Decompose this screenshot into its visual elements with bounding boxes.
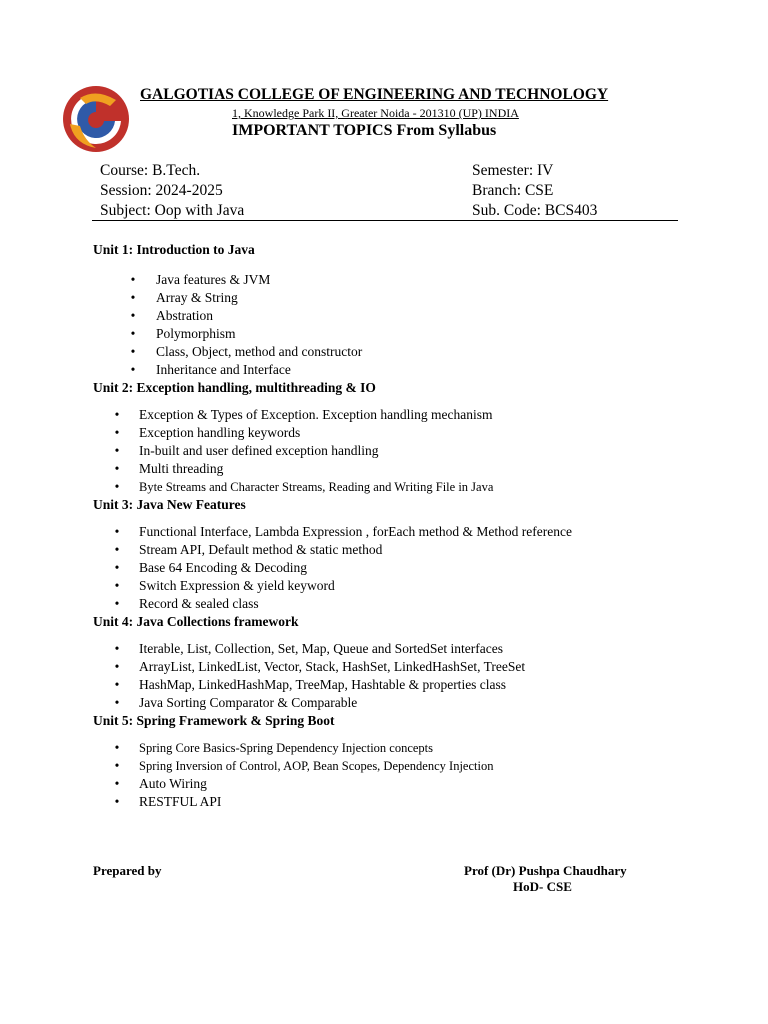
list-item: • Switch Expression & yield keyword: [93, 577, 703, 595]
list-item: • Spring Inversion of Control, AOP, Bean Scopes, Dependency Injection: [93, 757, 703, 775]
syllabus-content: [93, 241, 703, 811]
bullet-icon: •: [114, 677, 120, 692]
list-item: • Multi threading: [93, 460, 703, 478]
bullet-icon: •: [114, 659, 120, 674]
signatory-title: HoD- CSE: [513, 879, 572, 894]
list-item: • Abstration: [93, 307, 703, 325]
list-item: • In-built and user defined exception handling: [93, 442, 703, 460]
sub-code-field: Sub. Code: BCS403: [472, 202, 598, 219]
header-divider: [92, 220, 678, 221]
bullet-icon: •: [114, 695, 120, 710]
unit-3-heading: Unit 3: Java New Features: [93, 497, 246, 512]
bullet-icon: •: [130, 362, 136, 377]
list-item: • ArrayList, LinkedList, Vector, Stack, HashSet, LinkedHashSet, TreeSet: [93, 658, 703, 676]
list-item: • Record & sealed class: [93, 595, 703, 613]
unit-5-heading: Unit 5: Spring Framework & Spring Boot: [93, 713, 335, 728]
unit-2-heading: Unit 2: Exception handling, multithreading & IO: [93, 380, 376, 395]
unit-1-heading: Unit 1: Introduction to Java: [93, 242, 255, 257]
bullet-icon: •: [114, 596, 120, 611]
unit-3-topic-list: [93, 523, 703, 613]
bullet-icon: •: [130, 290, 136, 305]
list-item: • Exception & Types of Exception. Exception handling mechanism: [93, 406, 703, 424]
bullet-icon: •: [130, 344, 136, 359]
unit-4-topic-list: [93, 640, 703, 712]
bullet-icon: •: [114, 776, 120, 791]
list-item: • Inheritance and Interface: [93, 361, 703, 379]
semester-field: Semester: IV: [472, 162, 554, 179]
bullet-icon: •: [130, 326, 136, 341]
college-logo: [60, 84, 132, 154]
list-item: • Java features & JVM: [93, 271, 703, 289]
list-item: • Java Sorting Comparator & Comparable: [93, 694, 703, 712]
bullet-icon: •: [114, 407, 120, 422]
unit-5-topic-list: [93, 739, 703, 811]
college-address: 1, Knowledge Park II, Greater Noida - 201310 (UP) INDIA: [232, 106, 519, 120]
bullet-icon: •: [114, 794, 120, 809]
bullet-icon: •: [114, 461, 120, 476]
prepared-by-label: Prepared by: [93, 863, 162, 878]
signatory-name: Prof (Dr) Pushpa Chaudhary: [464, 863, 627, 878]
bullet-icon: •: [130, 272, 136, 287]
list-item: • Spring Core Basics-Spring Dependency Injection concepts: [93, 739, 703, 757]
bullet-icon: •: [114, 740, 120, 755]
list-item: • Iterable, List, Collection, Set, Map, Queue and SortedSet interfaces: [93, 640, 703, 658]
course-field: Course: B.Tech.: [100, 162, 201, 179]
list-item: • Class, Object, method and constructor: [93, 343, 703, 361]
list-item: • Byte Streams and Character Streams, Reading and Writing File in Java: [93, 478, 703, 496]
list-item: • Array & String: [93, 289, 703, 307]
college-name: GALGOTIAS COLLEGE OF ENGINEERING AND TECHNOLOGY: [140, 86, 609, 103]
bullet-icon: •: [114, 479, 120, 494]
bullet-icon: •: [114, 425, 120, 440]
bullet-icon: •: [114, 758, 120, 773]
list-item: • Polymorphism: [93, 325, 703, 343]
list-item: • Exception handling keywords: [93, 424, 703, 442]
info-right-column: [472, 161, 597, 221]
unit-4-heading: Unit 4: Java Collections framework: [93, 614, 299, 629]
bullet-icon: •: [114, 443, 120, 458]
bullet-icon: •: [114, 542, 120, 557]
bullet-icon: •: [114, 560, 120, 575]
bullet-icon: •: [130, 308, 136, 323]
list-item: • Functional Interface, Lambda Expression , forEach method & Method reference: [93, 523, 703, 541]
unit-2-topic-list: [93, 406, 703, 496]
list-item: • Auto Wiring: [93, 775, 703, 793]
branch-field: Branch: CSE: [472, 182, 554, 199]
info-left-column: [100, 161, 244, 221]
subject-field: Subject: Oop with Java: [100, 202, 245, 219]
bullet-icon: •: [114, 524, 120, 539]
document-title: IMPORTANT TOPICS From Syllabus: [232, 122, 497, 139]
bullet-icon: •: [114, 578, 120, 593]
list-item: • RESTFUL API: [93, 793, 703, 811]
list-item: • Base 64 Encoding & Decoding: [93, 559, 703, 577]
list-item: • HashMap, LinkedHashMap, TreeMap, Hashtable & properties class: [93, 676, 703, 694]
list-item: • Stream API, Default method & static method: [93, 541, 703, 559]
unit-1-topic-list: [93, 271, 703, 379]
bullet-icon: •: [114, 641, 120, 656]
session-field: Session: 2024-2025: [100, 182, 223, 199]
